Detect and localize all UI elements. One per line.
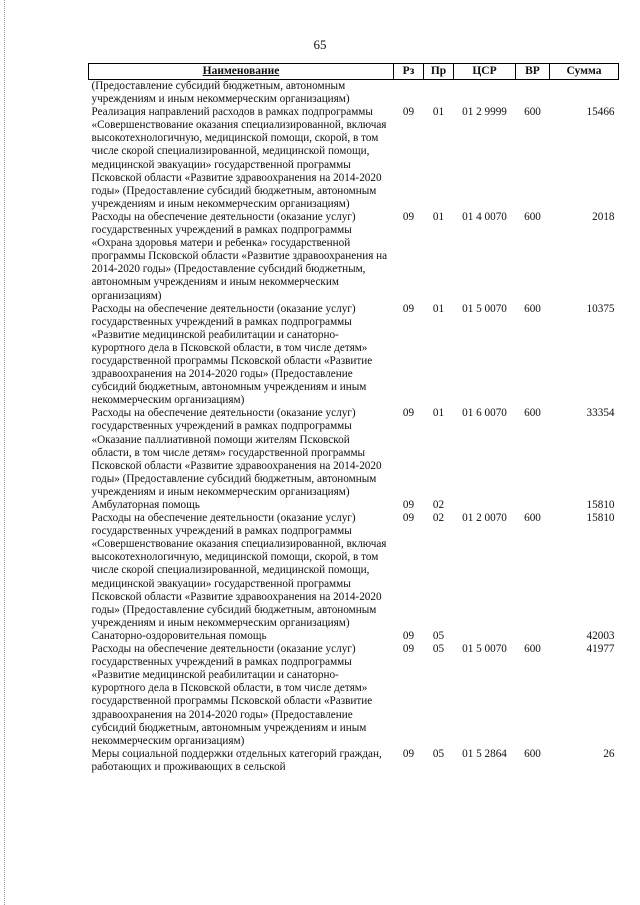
table-row <box>89 407 619 499</box>
row-vr-cell: 600 <box>524 407 541 420</box>
row-csr-cell <box>454 80 516 107</box>
row-sum-cell: 2018 <box>592 210 615 223</box>
row-sum-cell: 26 <box>603 747 615 760</box>
scan-edge-line <box>4 0 5 905</box>
row-vr-cell: 600 <box>524 747 541 760</box>
row-vr-cell <box>516 499 550 512</box>
row-csr-cell: 01 5 0070 <box>462 643 507 656</box>
row-rz-cell: 09 <box>402 512 415 525</box>
row-vr-cell: 600 <box>524 643 541 656</box>
row-name-cell: Амбулаторная помощь <box>91 499 200 511</box>
row-csr-cell: 01 5 0070 <box>462 302 507 315</box>
row-vr-cell: 600 <box>524 106 541 119</box>
row-pr-cell: 01 <box>432 302 445 315</box>
row-pr-cell <box>424 80 454 107</box>
header-row <box>89 64 619 80</box>
row-name-cell: (Предоставление субсидий бюджетным, автономным учреждениям и иным некоммерческим организациям) <box>91 80 350 106</box>
row-sum-cell: 33354 <box>586 407 615 420</box>
budget-table-container <box>88 63 618 774</box>
row-vr-cell: 600 <box>524 512 541 525</box>
table-row <box>89 643 619 748</box>
table-row <box>89 512 619 630</box>
row-pr-cell: 01 <box>432 210 445 223</box>
row-sum-cell: 15810 <box>586 512 615 525</box>
row-name-cell: Санаторно-оздоровительная помощь <box>91 629 267 642</box>
table-row <box>89 499 619 512</box>
row-name-cell: Расходы на обеспечение деятельности (оказание услуг) государственных учреждений в рамках подпрограммы «Охрана здоровья матери и ребенка» государственной программы Псковской области «Развитие здравоохранения на 2014-2020 годы» (Предоставление субсидий бюджетным, автономным учреждениям и иным некоммерческим организациям) <box>91 210 388 302</box>
table-body <box>89 80 619 774</box>
row-pr-cell: 05 <box>432 629 445 642</box>
row-vr-cell <box>516 80 550 107</box>
row-rz-cell: 09 <box>402 643 415 656</box>
row-sum-cell: 42003 <box>586 629 615 642</box>
row-name-cell: Реализация направлений расходов в рамках подпрограммы «Совершенствование оказания специализированной, включая высокотехнологичную, медицинской помощи, скорой, в том числе скорой специализированной, медицинской помощи, медицинской эвакуации» государственной программы Псковской области «Развитие здравоохранения на 2014-2020 годы» (Предоставление субсидий бюджетным, автономным учреждениям и иным некоммерческим организациям) <box>91 106 387 210</box>
row-name-cell: Меры социальной поддержки отдельных категорий граждан, работающих и проживающих в сельской <box>91 747 382 773</box>
row-rz-cell: 09 <box>402 302 415 315</box>
row-pr-cell: 02 <box>432 499 445 511</box>
row-pr-cell: 02 <box>432 512 445 525</box>
row-pr-cell: 01 <box>432 407 445 420</box>
table-row <box>89 630 619 643</box>
table-row <box>89 106 619 211</box>
table-header <box>89 64 619 80</box>
row-csr-cell: 01 4 0070 <box>462 210 507 223</box>
row-sum-cell: 10375 <box>586 302 615 315</box>
header-rz: Рз <box>394 64 424 80</box>
row-csr-cell: 01 5 2864 <box>462 747 507 760</box>
row-csr-cell: 01 2 9999 <box>462 106 507 119</box>
table-row <box>89 211 619 303</box>
table-row <box>89 303 619 408</box>
row-sum-cell: 41977 <box>586 643 615 656</box>
row-rz-cell: 09 <box>402 747 415 760</box>
row-sum-cell: 15810 <box>586 499 615 511</box>
row-rz-cell: 09 <box>402 106 415 119</box>
row-pr-cell: 05 <box>432 643 445 656</box>
row-rz-cell <box>394 80 424 107</box>
row-name-cell: Расходы на обеспечение деятельности (оказание услуг) государственных учреждений в рамках подпрограммы «Оказание паллиативной помощи жителям Псковской области, в том числе детям» государственной программы Псковской области «Развитие здравоохранения на 2014-2020 годы» (Предоставление субсидий бюджетным, автономным учреждениям и иным некоммерческим организациям) <box>91 407 382 498</box>
budget-table <box>88 63 619 774</box>
row-rz-cell: 09 <box>402 407 415 420</box>
row-pr-cell: 01 <box>432 106 445 119</box>
header-name: Наименование <box>89 64 394 80</box>
row-name-cell: Расходы на обеспечение деятельности (оказание услуг) государственных учреждений в рамках подпрограммы «Развитие медицинской реабилитации и санаторно-курортного дела в Псковской области, в том числе детям» государственной программы Псковской области «Развитие здравоохранения на 2014-2020 годы» (Предоставление субсидий бюджетным, автономным учреждениям и иным некоммерческим организациям) <box>91 302 373 407</box>
row-vr-cell: 600 <box>524 302 541 315</box>
row-rz-cell: 09 <box>402 499 415 511</box>
row-sum-cell <box>550 80 619 107</box>
header-sum: Сумма <box>550 64 619 80</box>
row-pr-cell: 05 <box>432 747 445 760</box>
row-csr-cell: 01 6 0070 <box>462 407 507 420</box>
row-rz-cell: 09 <box>402 629 415 642</box>
row-vr-cell <box>516 630 550 643</box>
header-pr: Пр <box>424 64 454 80</box>
table-row <box>89 748 619 774</box>
header-csr: ЦСР <box>454 64 516 80</box>
table-row <box>89 80 619 107</box>
row-vr-cell: 600 <box>524 210 541 223</box>
row-rz-cell: 09 <box>402 210 415 223</box>
row-sum-cell: 15466 <box>586 106 615 119</box>
header-vr: ВР <box>516 64 550 80</box>
page-number: 65 <box>313 37 327 52</box>
row-name-cell: Расходы на обеспечение деятельности (оказание услуг) государственных учреждений в рамках подпрограммы «Развитие медицинской реабилитации и санаторно-курортного дела в Псковской области, в том числе детям» государственной программы Псковской области «Развитие здравоохранения на 2014-2020 годы» (Предоставление субсидий бюджетным, автономным учреждениям и иным некоммерческим организациям) <box>91 643 373 747</box>
row-csr-cell: 01 2 0070 <box>462 512 507 525</box>
row-csr-cell <box>454 499 516 512</box>
row-csr-cell <box>454 630 516 643</box>
row-name-cell: Расходы на обеспечение деятельности (оказание услуг) государственных учреждений в рамках подпрограммы «Совершенствование оказания специализированной, включая высокотехнологичную, медицинской помощи, скорой, в том числе скорой специализированной, медицинской помощи, медицинской эвакуации» государственной программы Псковской области «Развитие здравоохранения на 2014-2020 годы» (Предоставление субсидий бюджетным, автономным учреждениям и иным некоммерческим организациям) <box>91 512 387 629</box>
